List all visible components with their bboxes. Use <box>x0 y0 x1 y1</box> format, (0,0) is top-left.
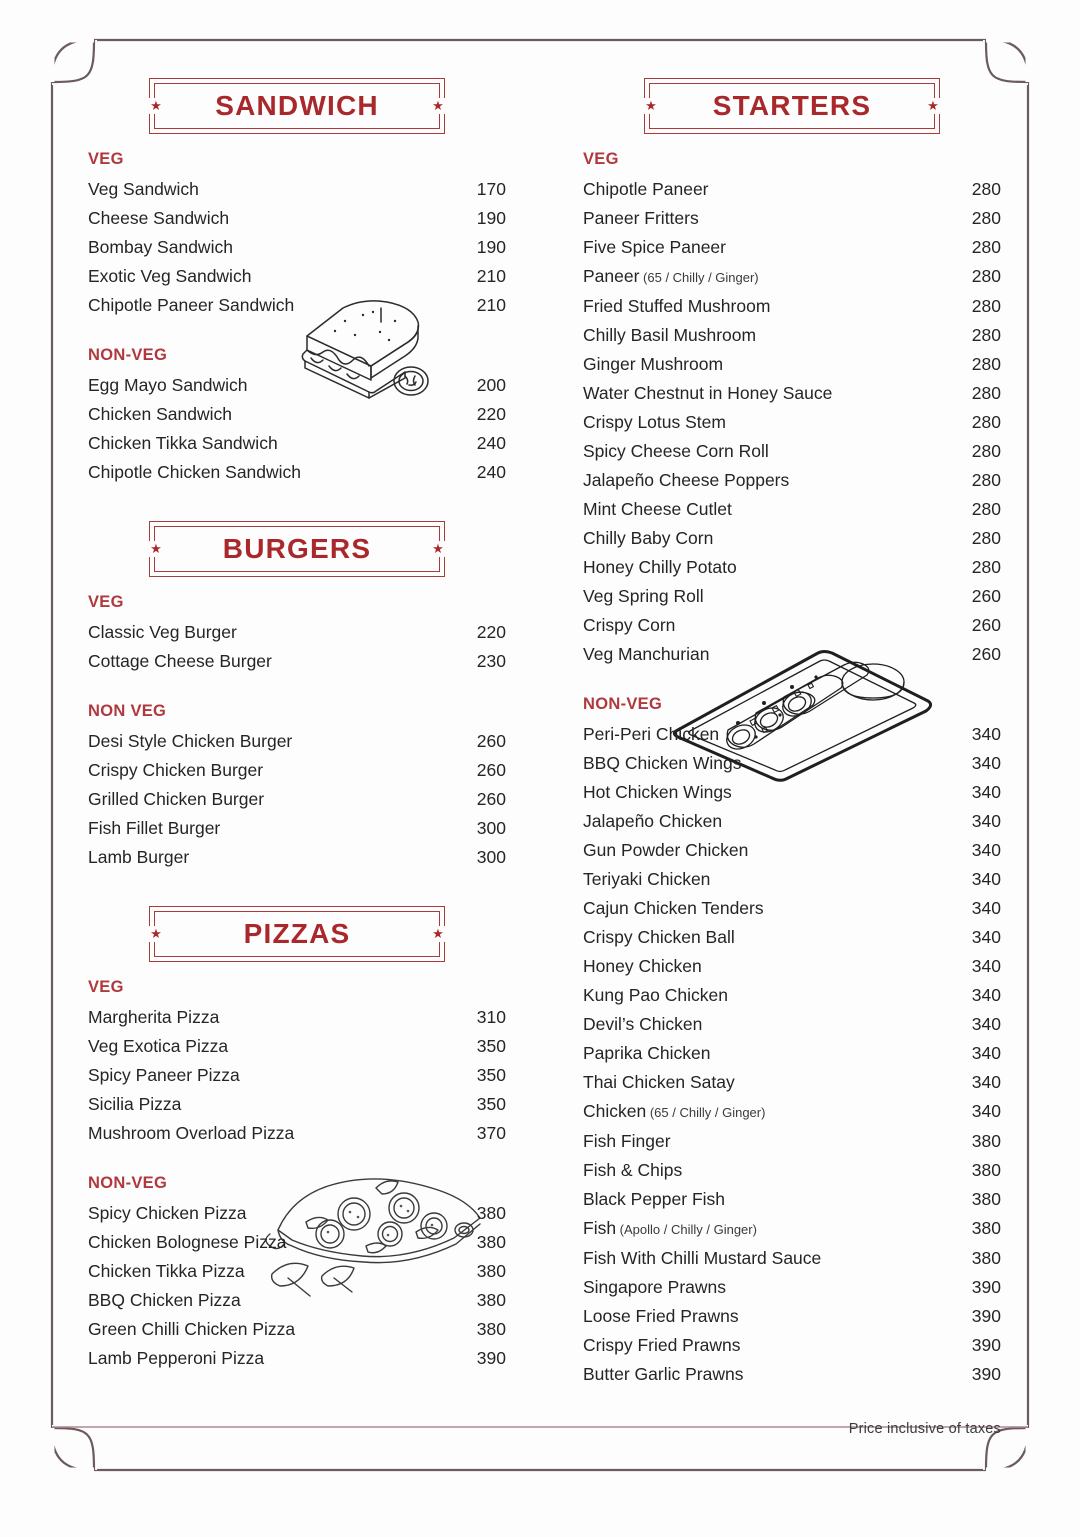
menu-item-price: 340 <box>971 869 1001 889</box>
menu-item-name: Lamb Burger <box>88 847 190 867</box>
menu-item-name: Crispy Chicken Burger <box>88 760 264 780</box>
menu-item-name: Peri-Peri Chicken <box>583 724 720 744</box>
menu-item-price: 280 <box>971 557 1001 577</box>
menu-item-row[interactable] <box>583 894 1001 923</box>
menu-item-price: 340 <box>971 985 1001 1005</box>
menu-item-name: Honey Chilly Potato <box>583 557 737 577</box>
menu-item-price: 340 <box>971 840 1001 860</box>
menu-item-price: 380 <box>971 1189 1001 1209</box>
section-title: PIZZAS <box>243 918 351 949</box>
group-label: VEG <box>88 978 124 996</box>
section-body <box>88 150 506 487</box>
menu-section-starters <box>583 78 1001 1389</box>
menu-item-price: 260 <box>476 731 506 751</box>
section-header-plaque <box>644 78 940 134</box>
menu-item-name: Mushroom Overload Pizza <box>88 1123 295 1143</box>
group-label: VEG <box>88 150 124 168</box>
menu-item-price: 210 <box>476 266 506 286</box>
menu-item-price: 280 <box>971 325 1001 345</box>
menu-item-price: 280 <box>971 383 1001 403</box>
menu-item-list <box>88 371 506 487</box>
menu-item-name: Veg Manchurian <box>583 644 710 664</box>
menu-item-row[interactable] <box>88 756 506 785</box>
menu-item-name: Fish (Apollo / Chilly / Ginger) <box>583 1218 757 1238</box>
menu-item-price: 370 <box>476 1123 506 1143</box>
menu-item-price: 350 <box>476 1094 506 1114</box>
menu-item-list <box>88 618 506 676</box>
menu-item-name: Lamb Pepperoni Pizza <box>88 1348 265 1368</box>
menu-item-price: 190 <box>476 237 506 257</box>
menu-item-row[interactable] <box>88 291 506 320</box>
menu-item-name: Devil’s Chicken <box>583 1014 703 1034</box>
menu-item-name: Paneer Fritters <box>583 208 699 228</box>
group-label: NON-VEG <box>88 1174 168 1192</box>
menu-group-veg <box>88 150 506 320</box>
menu-item-name: Exotic Veg Sandwich <box>88 266 252 286</box>
menu-item-variant: (65 / Chilly / Ginger) <box>639 270 759 285</box>
menu-item-price: 170 <box>476 179 506 199</box>
menu-item-row[interactable] <box>583 1097 1001 1127</box>
menu-item-row[interactable] <box>583 262 1001 292</box>
group-label: VEG <box>583 150 619 168</box>
section-header-plaque <box>149 906 445 962</box>
menu-item-row[interactable] <box>88 262 506 291</box>
menu-item-list <box>583 175 1001 669</box>
menu-item-price: 340 <box>971 927 1001 947</box>
menu-item-name: BBQ Chicken Wings <box>583 753 742 773</box>
menu-item-row[interactable] <box>88 1286 506 1315</box>
star-icon: ★ <box>925 98 941 114</box>
menu-section-pizzas <box>88 906 506 1373</box>
menu-item-row[interactable] <box>88 400 506 429</box>
menu-item-row[interactable] <box>88 1228 506 1257</box>
menu-item-name: Fish & Chips <box>583 1160 683 1180</box>
menu-item-price: 280 <box>971 441 1001 461</box>
menu-item-list <box>88 1003 506 1148</box>
menu-item-row[interactable] <box>583 865 1001 894</box>
menu-section-sandwich <box>88 78 506 487</box>
menu-item-price: 390 <box>971 1335 1001 1355</box>
section-body <box>583 150 1001 1389</box>
menu-item-price: 390 <box>971 1306 1001 1326</box>
menu-item-row[interactable] <box>583 952 1001 981</box>
menu-item-name: Mint Cheese Cutlet <box>583 499 732 519</box>
menu-item-price: 340 <box>971 898 1001 918</box>
menu-item-row[interactable] <box>88 1032 506 1061</box>
menu-item-variant: (65 / Chilly / Ginger) <box>646 1105 766 1120</box>
menu-item-price: 200 <box>476 375 506 395</box>
menu-item-name: Cheese Sandwich <box>88 208 230 228</box>
menu-item-name: Chicken Tikka Sandwich <box>88 433 278 453</box>
menu-item-name: Chipotle Paneer Sandwich <box>88 295 295 315</box>
menu-item-row[interactable] <box>583 836 1001 865</box>
menu-item-row[interactable] <box>583 1331 1001 1360</box>
menu-item-row[interactable] <box>88 204 506 233</box>
menu-item-list <box>583 720 1001 1389</box>
star-icon: ★ <box>430 98 446 114</box>
menu-item-name: Chicken (65 / Chilly / Ginger) <box>583 1101 766 1121</box>
menu-group-non-veg <box>88 1174 506 1373</box>
menu-item-name: Chicken Bolognese Pizza <box>88 1232 287 1252</box>
menu-item-price: 220 <box>476 622 506 642</box>
menu-item-name: Loose Fried Prawns <box>583 1306 739 1326</box>
menu-item-row[interactable] <box>583 778 1001 807</box>
menu-item-row[interactable] <box>583 923 1001 952</box>
menu-item-price: 310 <box>476 1007 506 1027</box>
menu-item-row[interactable] <box>583 1068 1001 1097</box>
star-icon: ★ <box>643 98 659 114</box>
section-body <box>88 978 506 1373</box>
menu-item-row[interactable] <box>583 1244 1001 1273</box>
menu-item-price: 260 <box>971 644 1001 664</box>
star-icon: ★ <box>430 926 446 942</box>
menu-item-price: 240 <box>476 433 506 453</box>
menu-item-price: 380 <box>971 1160 1001 1180</box>
menu-item-price: 260 <box>971 586 1001 606</box>
menu-item-price: 380 <box>476 1290 506 1310</box>
menu-item-price: 390 <box>971 1364 1001 1384</box>
menu-item-name: Paneer (65 / Chilly / Ginger) <box>583 266 759 286</box>
menu-item-row[interactable] <box>583 720 1001 749</box>
menu-item-row[interactable] <box>583 749 1001 778</box>
menu-item-list <box>88 175 506 320</box>
menu-item-row[interactable] <box>583 204 1001 233</box>
menu-item-name: Water Chestnut in Honey Sauce <box>583 383 833 403</box>
menu-group-veg <box>88 978 506 1148</box>
menu-item-name: Chipotle Chicken Sandwich <box>88 462 302 482</box>
menu-item-price: 390 <box>476 1348 506 1368</box>
menu-item-name: Fish Fillet Burger <box>88 818 221 838</box>
menu-item-row[interactable] <box>583 1302 1001 1331</box>
menu-item-name: Spicy Cheese Corn Roll <box>583 441 769 461</box>
menu-item-name: Veg Exotica Pizza <box>88 1036 229 1056</box>
menu-item-name: Singapore Prawns <box>583 1277 726 1297</box>
menu-item-price: 280 <box>971 528 1001 548</box>
section-title: SANDWICH <box>215 90 379 121</box>
star-icon: ★ <box>430 541 446 557</box>
menu-item-name: Veg Sandwich <box>88 179 199 199</box>
menu-item-row[interactable] <box>88 618 506 647</box>
menu-item-name: Crispy Chicken Ball <box>583 927 735 947</box>
menu-item-row[interactable] <box>88 647 506 676</box>
menu-item-price: 380 <box>476 1319 506 1339</box>
menu-item-price: 340 <box>971 753 1001 773</box>
menu-item-name: Chipotle Paneer <box>583 179 709 199</box>
menu-item-row[interactable] <box>583 466 1001 495</box>
menu-item-row[interactable] <box>88 785 506 814</box>
menu-column-left <box>88 78 506 1373</box>
menu-item-name: Teriyaki Chicken <box>583 869 711 889</box>
menu-item-name: Spicy Paneer Pizza <box>88 1065 240 1085</box>
menu-item-row[interactable] <box>88 458 506 487</box>
menu-item-price: 340 <box>971 782 1001 802</box>
group-label: VEG <box>88 593 124 611</box>
menu-item-price: 390 <box>971 1277 1001 1297</box>
menu-item-name: Spicy Chicken Pizza <box>88 1203 247 1223</box>
menu-item-list <box>88 1199 506 1373</box>
menu-item-name: Fish With Chilli Mustard Sauce <box>583 1248 822 1268</box>
menu-item-price: 380 <box>971 1248 1001 1268</box>
menu-item-list <box>88 727 506 872</box>
menu-group-non-veg <box>88 346 506 487</box>
menu-item-price: 380 <box>476 1232 506 1252</box>
menu-item-row[interactable] <box>583 1360 1001 1389</box>
menu-section-burgers <box>88 521 506 872</box>
menu-item-name: Chicken Tikka Pizza <box>88 1261 245 1281</box>
menu-item-name: Margherita Pizza <box>88 1007 220 1027</box>
menu-item-name: Gun Powder Chicken <box>583 840 749 860</box>
menu-item-name: Chicken Sandwich <box>88 404 232 424</box>
menu-item-name: Fish Finger <box>583 1131 671 1151</box>
menu-item-row[interactable] <box>88 1344 506 1373</box>
menu-item-name: Chilly Baby Corn <box>583 528 714 548</box>
menu-item-price: 340 <box>971 1043 1001 1063</box>
menu-item-name: Paprika Chicken <box>583 1043 711 1063</box>
menu-item-row[interactable] <box>88 727 506 756</box>
menu-item-price: 260 <box>971 615 1001 635</box>
star-icon: ★ <box>148 926 164 942</box>
menu-item-row[interactable] <box>583 1214 1001 1244</box>
menu-item-name: Fried Stuffed Mushroom <box>583 296 771 316</box>
menu-item-price: 190 <box>476 208 506 228</box>
menu-group-non-veg <box>583 695 1001 1389</box>
menu-item-price: 280 <box>971 179 1001 199</box>
menu-item-row[interactable] <box>88 814 506 843</box>
menu-item-row[interactable] <box>583 495 1001 524</box>
menu-item-name: Desi Style Chicken Burger <box>88 731 293 751</box>
menu-item-name: Black Pepper Fish <box>583 1189 726 1209</box>
menu-item-price: 340 <box>971 1014 1001 1034</box>
menu-item-name: Butter Garlic Prawns <box>583 1364 744 1384</box>
menu-item-name: Honey Chicken <box>583 956 702 976</box>
star-icon: ★ <box>148 98 164 114</box>
menu-item-name: Veg Spring Roll <box>583 586 704 606</box>
menu-item-row[interactable] <box>583 350 1001 379</box>
menu-item-price: 280 <box>971 266 1001 286</box>
menu-item-price: 230 <box>476 651 506 671</box>
menu-item-price: 350 <box>476 1036 506 1056</box>
menu-item-row[interactable] <box>88 233 506 262</box>
group-label: NON-VEG <box>583 695 663 713</box>
menu-item-name: Kung Pao Chicken <box>583 985 728 1005</box>
menu-item-row[interactable] <box>88 1315 506 1344</box>
menu-item-row[interactable] <box>583 1010 1001 1039</box>
menu-item-row[interactable] <box>583 611 1001 640</box>
menu-item-row[interactable] <box>583 807 1001 836</box>
menu-item-name: Cottage Cheese Burger <box>88 651 272 671</box>
section-header-plaque <box>149 78 445 134</box>
menu-item-name: Ginger Mushroom <box>583 354 724 374</box>
menu-item-price: 280 <box>971 499 1001 519</box>
menu-item-name: Cajun Chicken Tenders <box>583 898 764 918</box>
menu-item-variant: (Apollo / Chilly / Ginger) <box>616 1222 757 1237</box>
menu-item-row[interactable] <box>88 1003 506 1032</box>
menu-item-row[interactable] <box>583 553 1001 582</box>
menu-item-row[interactable] <box>88 371 506 400</box>
group-label: NON VEG <box>88 702 167 720</box>
menu-item-price: 380 <box>476 1261 506 1281</box>
price-disclaimer: Price inclusive of taxes <box>848 1421 1001 1437</box>
menu-item-row[interactable] <box>583 379 1001 408</box>
menu-item-row[interactable] <box>583 408 1001 437</box>
menu-item-price: 260 <box>476 760 506 780</box>
menu-item-row[interactable] <box>88 1257 506 1286</box>
menu-item-row[interactable] <box>583 582 1001 611</box>
menu-column-right <box>583 78 1001 1389</box>
group-label: NON-VEG <box>88 346 168 364</box>
menu-item-row[interactable] <box>583 1185 1001 1214</box>
menu-item-name: Grilled Chicken Burger <box>88 789 265 809</box>
menu-item-price: 260 <box>476 789 506 809</box>
section-title: BURGERS <box>222 533 372 564</box>
menu-group-veg <box>88 593 506 676</box>
menu-item-row[interactable] <box>583 292 1001 321</box>
menu-item-row[interactable] <box>88 843 506 872</box>
menu-item-price: 280 <box>971 470 1001 490</box>
menu-item-row[interactable] <box>583 1156 1001 1185</box>
star-icon: ★ <box>148 541 164 557</box>
menu-item-row[interactable] <box>583 321 1001 350</box>
menu-item-price: 340 <box>971 724 1001 744</box>
menu-item-price: 380 <box>971 1218 1001 1238</box>
menu-item-price: 280 <box>971 412 1001 432</box>
menu-item-price: 350 <box>476 1065 506 1085</box>
menu-item-row[interactable] <box>583 981 1001 1010</box>
menu-item-name: Crispy Lotus Stem <box>583 412 726 432</box>
menu-item-price: 280 <box>971 237 1001 257</box>
menu-item-name: Chilly Basil Mushroom <box>583 325 757 345</box>
menu-item-row[interactable] <box>88 429 506 458</box>
menu-item-price: 220 <box>476 404 506 424</box>
menu-item-name: Classic Veg Burger <box>88 622 237 642</box>
menu-group-veg <box>583 150 1001 669</box>
menu-item-name: BBQ Chicken Pizza <box>88 1290 241 1310</box>
menu-item-row[interactable] <box>583 1127 1001 1156</box>
menu-group-non-veg <box>88 702 506 872</box>
menu-item-name: Sicilia Pizza <box>88 1094 182 1114</box>
menu-item-row[interactable] <box>88 1061 506 1090</box>
menu-item-price: 340 <box>971 1101 1001 1121</box>
menu-item-name: Bombay Sandwich <box>88 237 233 257</box>
menu-item-name: Crispy Corn <box>583 615 676 635</box>
menu-item-row[interactable] <box>583 233 1001 262</box>
menu-item-price: 280 <box>971 354 1001 374</box>
menu-item-name: Five Spice Paneer <box>583 237 726 257</box>
menu-item-row[interactable] <box>583 437 1001 466</box>
menu-item-price: 340 <box>971 1072 1001 1092</box>
menu-item-row[interactable] <box>88 1199 506 1228</box>
menu-item-price: 300 <box>476 847 506 867</box>
menu-item-row[interactable] <box>583 1039 1001 1068</box>
menu-item-price: 300 <box>476 818 506 838</box>
menu-item-row[interactable] <box>88 1119 506 1148</box>
menu-item-name: Jalapeño Chicken <box>583 811 723 831</box>
menu-item-price: 240 <box>476 462 506 482</box>
menu-item-name: Hot Chicken Wings <box>583 782 732 802</box>
menu-item-name: Green Chilli Chicken Pizza <box>88 1319 296 1339</box>
menu-item-row[interactable] <box>88 1090 506 1119</box>
menu-item-price: 210 <box>476 295 506 315</box>
section-header-plaque <box>149 521 445 577</box>
menu-item-price: 340 <box>971 956 1001 976</box>
menu-item-name: Thai Chicken Satay <box>583 1072 735 1092</box>
menu-item-price: 280 <box>971 208 1001 228</box>
menu-item-row[interactable] <box>583 640 1001 669</box>
menu-item-row[interactable] <box>583 175 1001 204</box>
menu-item-price: 340 <box>971 811 1001 831</box>
menu-item-price: 380 <box>971 1131 1001 1151</box>
menu-item-row[interactable] <box>88 175 506 204</box>
menu-item-row[interactable] <box>583 524 1001 553</box>
section-body <box>88 593 506 872</box>
menu-item-price: 280 <box>971 296 1001 316</box>
menu-item-price: 380 <box>476 1203 506 1223</box>
menu-item-name: Jalapeño Cheese Poppers <box>583 470 790 490</box>
menu-item-name: Egg Mayo Sandwich <box>88 375 248 395</box>
menu-item-name: Crispy Fried Prawns <box>583 1335 741 1355</box>
section-title: STARTERS <box>712 90 872 121</box>
menu-item-row[interactable] <box>583 1273 1001 1302</box>
